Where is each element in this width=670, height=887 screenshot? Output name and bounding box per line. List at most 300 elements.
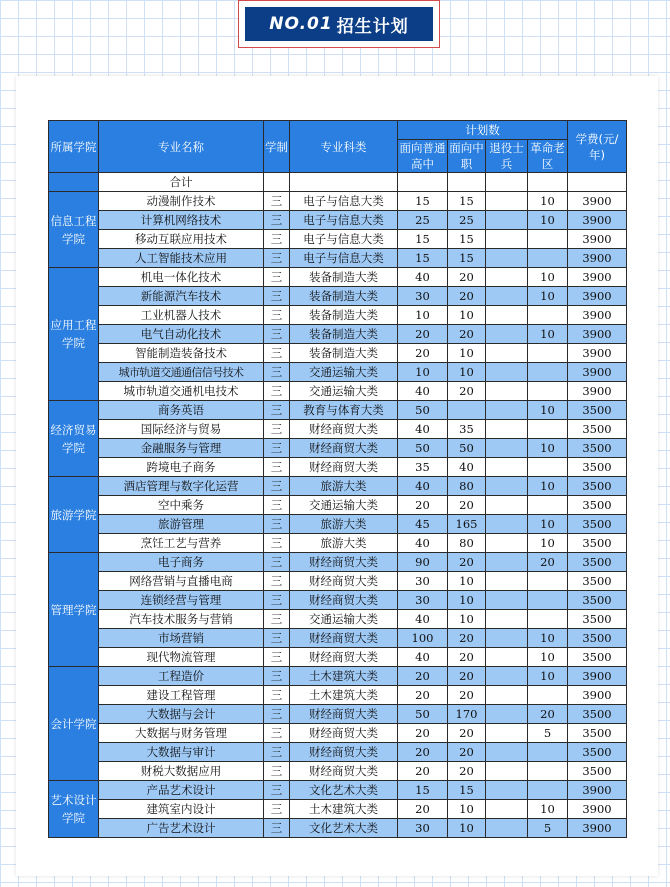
college-name-cell: 会计学院 bbox=[49, 667, 99, 781]
plan-old-revolutionary-cell: 5 bbox=[528, 819, 568, 838]
table-row bbox=[49, 344, 627, 363]
fee-cell: 3900 bbox=[568, 325, 627, 344]
title-frame bbox=[238, 0, 440, 48]
major-cell: 大数据与审计 bbox=[99, 743, 264, 762]
plan-highschool-cell: 20 bbox=[398, 800, 448, 819]
header-category: 专业科类 bbox=[290, 121, 398, 173]
plan-highschool-cell: 50 bbox=[398, 439, 448, 458]
category-cell: 教育与体育大类 bbox=[290, 401, 398, 420]
plan-old-revolutionary-cell bbox=[528, 781, 568, 800]
years-cell: 三 bbox=[264, 534, 290, 553]
plan-veterans-cell bbox=[486, 306, 528, 325]
fee-cell: 3900 bbox=[568, 686, 627, 705]
plan-highschool-cell: 100 bbox=[398, 629, 448, 648]
major-cell: 电子商务 bbox=[99, 553, 264, 572]
table-row bbox=[49, 781, 627, 800]
fee-cell: 3500 bbox=[568, 648, 627, 667]
plan-old-revolutionary-cell: 10 bbox=[528, 648, 568, 667]
plan-vocational-cell: 20 bbox=[448, 648, 486, 667]
plan-highschool-cell: 10 bbox=[398, 363, 448, 382]
plan-vocational-cell: 10 bbox=[448, 610, 486, 629]
category-cell: 装备制造大类 bbox=[290, 344, 398, 363]
plan-veterans-cell bbox=[486, 230, 528, 249]
major-cell: 广告艺术设计 bbox=[99, 819, 264, 838]
plan-veterans-cell bbox=[486, 496, 528, 515]
fee-cell: 3500 bbox=[568, 515, 627, 534]
total-empty-cell bbox=[398, 173, 448, 192]
category-cell: 文化艺术大类 bbox=[290, 781, 398, 800]
years-cell: 三 bbox=[264, 686, 290, 705]
total-college-cell bbox=[49, 173, 99, 192]
fee-cell: 3500 bbox=[568, 591, 627, 610]
years-cell: 三 bbox=[264, 496, 290, 515]
major-cell: 空中乘务 bbox=[99, 496, 264, 515]
years-cell: 三 bbox=[264, 306, 290, 325]
years-cell: 三 bbox=[264, 800, 290, 819]
category-cell: 财经商贸大类 bbox=[290, 705, 398, 724]
table-row bbox=[49, 610, 627, 629]
fee-cell: 3500 bbox=[568, 572, 627, 591]
plan-veterans-cell bbox=[486, 401, 528, 420]
years-cell: 三 bbox=[264, 591, 290, 610]
college-name-cell: 应用工程学院 bbox=[49, 268, 99, 401]
major-cell: 连锁经营与管理 bbox=[99, 591, 264, 610]
plan-vocational-cell: 15 bbox=[448, 249, 486, 268]
plan-veterans-cell bbox=[486, 781, 528, 800]
major-cell: 新能源汽车技术 bbox=[99, 287, 264, 306]
plan-highschool-cell: 15 bbox=[398, 192, 448, 211]
plan-vocational-cell: 25 bbox=[448, 211, 486, 230]
category-cell: 财经商贸大类 bbox=[290, 724, 398, 743]
table-row bbox=[49, 762, 627, 781]
plan-highschool-cell: 20 bbox=[398, 496, 448, 515]
years-cell: 三 bbox=[264, 249, 290, 268]
plan-veterans-cell bbox=[486, 762, 528, 781]
category-cell: 交通运输大类 bbox=[290, 363, 398, 382]
plan-vocational-cell: 20 bbox=[448, 743, 486, 762]
plan-vocational-cell: 20 bbox=[448, 667, 486, 686]
fee-cell: 3500 bbox=[568, 477, 627, 496]
plan-veterans-cell bbox=[486, 667, 528, 686]
category-cell: 电子与信息大类 bbox=[290, 192, 398, 211]
plan-vocational-cell: 50 bbox=[448, 439, 486, 458]
major-cell: 国际经济与贸易 bbox=[99, 420, 264, 439]
category-cell: 财经商贸大类 bbox=[290, 629, 398, 648]
fee-cell: 3900 bbox=[568, 344, 627, 363]
plan-old-revolutionary-cell bbox=[528, 306, 568, 325]
years-cell: 三 bbox=[264, 420, 290, 439]
table-row bbox=[49, 477, 627, 496]
fee-cell: 3900 bbox=[568, 306, 627, 325]
category-cell: 装备制造大类 bbox=[290, 325, 398, 344]
plan-vocational-cell: 15 bbox=[448, 192, 486, 211]
fee-cell: 3900 bbox=[568, 382, 627, 401]
table-row bbox=[49, 401, 627, 420]
plan-vocational-cell: 20 bbox=[448, 629, 486, 648]
plan-highschool-cell: 20 bbox=[398, 724, 448, 743]
page-title bbox=[245, 7, 433, 41]
plan-veterans-cell bbox=[486, 325, 528, 344]
table-row bbox=[49, 249, 627, 268]
major-cell: 智能制造装备技术 bbox=[99, 344, 264, 363]
fee-cell: 3900 bbox=[568, 192, 627, 211]
plan-vocational-cell: 10 bbox=[448, 363, 486, 382]
plan-highschool-cell: 30 bbox=[398, 819, 448, 838]
category-cell: 交通运输大类 bbox=[290, 610, 398, 629]
years-cell: 三 bbox=[264, 724, 290, 743]
years-cell: 三 bbox=[264, 553, 290, 572]
fee-cell: 3500 bbox=[568, 401, 627, 420]
plan-highschool-cell: 40 bbox=[398, 268, 448, 287]
plan-vocational-cell: 20 bbox=[448, 762, 486, 781]
plan-highschool-cell: 50 bbox=[398, 401, 448, 420]
major-cell: 跨境电子商务 bbox=[99, 458, 264, 477]
plan-vocational-cell: 10 bbox=[448, 344, 486, 363]
years-cell: 三 bbox=[264, 458, 290, 477]
major-cell: 网络营销与直播电商 bbox=[99, 572, 264, 591]
college-name-cell: 艺术设计学院 bbox=[49, 781, 99, 838]
fee-cell: 3900 bbox=[568, 363, 627, 382]
plan-old-revolutionary-cell bbox=[528, 591, 568, 610]
table-row bbox=[49, 705, 627, 724]
plan-vocational-cell: 20 bbox=[448, 268, 486, 287]
years-cell: 三 bbox=[264, 762, 290, 781]
total-label: 合计 bbox=[99, 173, 264, 192]
total-empty-cell bbox=[264, 173, 290, 192]
table-row bbox=[49, 192, 627, 211]
fee-cell: 3900 bbox=[568, 249, 627, 268]
plan-old-revolutionary-cell: 10 bbox=[528, 192, 568, 211]
fee-cell: 3900 bbox=[568, 800, 627, 819]
college-name-cell: 旅游学院 bbox=[49, 477, 99, 553]
fee-cell: 3500 bbox=[568, 534, 627, 553]
plan-veterans-cell bbox=[486, 591, 528, 610]
plan-veterans-cell bbox=[486, 458, 528, 477]
years-cell: 三 bbox=[264, 363, 290, 382]
plan-old-revolutionary-cell: 10 bbox=[528, 325, 568, 344]
table-row bbox=[49, 325, 627, 344]
table-row bbox=[49, 800, 627, 819]
major-cell: 金融服务与管理 bbox=[99, 439, 264, 458]
table-row bbox=[49, 629, 627, 648]
fee-cell: 3500 bbox=[568, 724, 627, 743]
plan-highschool-cell: 40 bbox=[398, 648, 448, 667]
major-cell: 建设工程管理 bbox=[99, 686, 264, 705]
category-cell: 交通运输大类 bbox=[290, 382, 398, 401]
plan-veterans-cell bbox=[486, 211, 528, 230]
plan-veterans-cell bbox=[486, 420, 528, 439]
major-cell: 现代物流管理 bbox=[99, 648, 264, 667]
table-row bbox=[49, 382, 627, 401]
plan-vocational-cell: 40 bbox=[448, 458, 486, 477]
table-row bbox=[49, 230, 627, 249]
plan-vocational-cell: 80 bbox=[448, 534, 486, 553]
plan-highschool-cell: 30 bbox=[398, 591, 448, 610]
title-number: NO.01 bbox=[269, 14, 333, 34]
college-name-cell: 管理学院 bbox=[49, 553, 99, 667]
plan-veterans-cell bbox=[486, 553, 528, 572]
plan-old-revolutionary-cell bbox=[528, 382, 568, 401]
table-row bbox=[49, 667, 627, 686]
years-cell: 三 bbox=[264, 819, 290, 838]
plan-old-revolutionary-cell bbox=[528, 420, 568, 439]
total-empty-cell bbox=[528, 173, 568, 192]
plan-old-revolutionary-cell: 10 bbox=[528, 287, 568, 306]
years-cell: 三 bbox=[264, 648, 290, 667]
years-cell: 三 bbox=[264, 287, 290, 306]
plan-veterans-cell bbox=[486, 477, 528, 496]
plan-old-revolutionary-cell: 10 bbox=[528, 211, 568, 230]
plan-vocational-cell: 20 bbox=[448, 686, 486, 705]
plan-vocational-cell: 10 bbox=[448, 819, 486, 838]
plan-vocational-cell: 20 bbox=[448, 287, 486, 306]
years-cell: 三 bbox=[264, 629, 290, 648]
plan-veterans-cell bbox=[486, 629, 528, 648]
plan-veterans-cell bbox=[486, 724, 528, 743]
category-cell: 装备制造大类 bbox=[290, 287, 398, 306]
plan-vocational-cell bbox=[448, 401, 486, 420]
major-cell: 计算机网络技术 bbox=[99, 211, 264, 230]
fee-cell: 3500 bbox=[568, 553, 627, 572]
category-cell: 财经商贸大类 bbox=[290, 762, 398, 781]
plan-veterans-cell bbox=[486, 344, 528, 363]
years-cell: 三 bbox=[264, 192, 290, 211]
table-row bbox=[49, 724, 627, 743]
plan-highschool-cell: 35 bbox=[398, 458, 448, 477]
plan-highschool-cell: 15 bbox=[398, 230, 448, 249]
category-cell: 旅游大类 bbox=[290, 534, 398, 553]
table-row bbox=[49, 496, 627, 515]
major-cell: 烹饪工艺与营养 bbox=[99, 534, 264, 553]
fee-cell: 3900 bbox=[568, 211, 627, 230]
plan-old-revolutionary-cell: 10 bbox=[528, 800, 568, 819]
table-row bbox=[49, 287, 627, 306]
plan-highschool-cell: 20 bbox=[398, 344, 448, 363]
category-cell: 旅游大类 bbox=[290, 515, 398, 534]
plan-highschool-cell: 25 bbox=[398, 211, 448, 230]
major-cell: 工业机器人技术 bbox=[99, 306, 264, 325]
plan-highschool-cell: 40 bbox=[398, 477, 448, 496]
years-cell: 三 bbox=[264, 477, 290, 496]
plan-vocational-cell: 165 bbox=[448, 515, 486, 534]
major-cell: 商务英语 bbox=[99, 401, 264, 420]
plan-vocational-cell: 10 bbox=[448, 572, 486, 591]
table-row bbox=[49, 591, 627, 610]
years-cell: 三 bbox=[264, 382, 290, 401]
years-cell: 三 bbox=[264, 705, 290, 724]
plan-veterans-cell bbox=[486, 686, 528, 705]
plan-old-revolutionary-cell bbox=[528, 686, 568, 705]
years-cell: 三 bbox=[264, 610, 290, 629]
header-plan: 计划数 bbox=[398, 121, 568, 140]
fee-cell: 3500 bbox=[568, 458, 627, 477]
fee-cell: 3500 bbox=[568, 629, 627, 648]
plan-vocational-cell: 10 bbox=[448, 800, 486, 819]
fee-cell: 3900 bbox=[568, 819, 627, 838]
plan-veterans-cell bbox=[486, 515, 528, 534]
fee-cell: 3900 bbox=[568, 287, 627, 306]
plan-vocational-cell: 20 bbox=[448, 325, 486, 344]
plan-vocational-cell: 15 bbox=[448, 781, 486, 800]
table-row bbox=[49, 439, 627, 458]
plan-old-revolutionary-cell bbox=[528, 762, 568, 781]
category-cell: 电子与信息大类 bbox=[290, 230, 398, 249]
table-row bbox=[49, 458, 627, 477]
years-cell: 三 bbox=[264, 230, 290, 249]
major-cell: 城市轨道交通通信信号技术 bbox=[99, 363, 264, 382]
plan-vocational-cell: 15 bbox=[448, 230, 486, 249]
plan-highschool-cell: 20 bbox=[398, 743, 448, 762]
plan-old-revolutionary-cell: 20 bbox=[528, 553, 568, 572]
category-cell: 财经商贸大类 bbox=[290, 458, 398, 477]
college-name-cell: 经济贸易学院 bbox=[49, 401, 99, 477]
plan-veterans-cell bbox=[486, 439, 528, 458]
category-cell: 财经商贸大类 bbox=[290, 572, 398, 591]
plan-veterans-cell bbox=[486, 382, 528, 401]
table-row bbox=[49, 534, 627, 553]
years-cell: 三 bbox=[264, 515, 290, 534]
years-cell: 三 bbox=[264, 743, 290, 762]
plan-old-revolutionary-cell: 10 bbox=[528, 667, 568, 686]
header-plan-vocational: 面向中职 bbox=[449, 141, 484, 171]
plan-vocational-cell: 20 bbox=[448, 553, 486, 572]
plan-highschool-cell: 40 bbox=[398, 610, 448, 629]
header-plan-old-revolutionary: 革命老区 bbox=[528, 140, 568, 173]
category-cell: 交通运输大类 bbox=[290, 496, 398, 515]
category-cell: 土木建筑大类 bbox=[290, 667, 398, 686]
plan-highschool-cell: 40 bbox=[398, 534, 448, 553]
plan-vocational-cell: 20 bbox=[448, 382, 486, 401]
major-cell: 动漫制作技术 bbox=[99, 192, 264, 211]
major-cell: 建筑室内设计 bbox=[99, 800, 264, 819]
total-empty-cell bbox=[486, 173, 528, 192]
plan-vocational-cell: 80 bbox=[448, 477, 486, 496]
total-empty-cell bbox=[568, 173, 627, 192]
category-cell: 财经商贸大类 bbox=[290, 420, 398, 439]
fee-cell: 3500 bbox=[568, 762, 627, 781]
plan-old-revolutionary-cell bbox=[528, 249, 568, 268]
category-cell: 土木建筑大类 bbox=[290, 686, 398, 705]
plan-highschool-cell: 15 bbox=[398, 249, 448, 268]
plan-old-revolutionary-cell bbox=[528, 344, 568, 363]
header-plan-veterans: 退役士兵 bbox=[486, 140, 528, 173]
fee-cell: 3500 bbox=[568, 439, 627, 458]
plan-veterans-cell bbox=[486, 572, 528, 591]
total-row bbox=[49, 173, 627, 192]
plan-veterans-cell bbox=[486, 268, 528, 287]
plan-highschool-cell: 30 bbox=[398, 572, 448, 591]
table-row bbox=[49, 363, 627, 382]
category-cell: 财经商贸大类 bbox=[290, 648, 398, 667]
major-cell: 财税大数据应用 bbox=[99, 762, 264, 781]
plan-old-revolutionary-cell: 10 bbox=[528, 439, 568, 458]
fee-cell: 3500 bbox=[568, 705, 627, 724]
major-cell: 市场营销 bbox=[99, 629, 264, 648]
plan-old-revolutionary-cell bbox=[528, 496, 568, 515]
years-cell: 三 bbox=[264, 344, 290, 363]
years-cell: 三 bbox=[264, 439, 290, 458]
plan-veterans-cell bbox=[486, 287, 528, 306]
category-cell: 文化艺术大类 bbox=[290, 819, 398, 838]
category-cell: 财经商贸大类 bbox=[290, 553, 398, 572]
plan-veterans-cell bbox=[486, 610, 528, 629]
fee-cell: 3900 bbox=[568, 230, 627, 249]
plan-old-revolutionary-cell: 10 bbox=[528, 268, 568, 287]
plan-vocational-cell: 20 bbox=[448, 724, 486, 743]
plan-highschool-cell: 50 bbox=[398, 705, 448, 724]
table-row bbox=[49, 572, 627, 591]
table-row bbox=[49, 515, 627, 534]
table-row bbox=[49, 553, 627, 572]
plan-vocational-cell: 10 bbox=[448, 591, 486, 610]
plan-veterans-cell bbox=[486, 819, 528, 838]
paper-sheet bbox=[16, 76, 658, 876]
years-cell: 三 bbox=[264, 325, 290, 344]
fee-cell: 3500 bbox=[568, 496, 627, 515]
table-row bbox=[49, 819, 627, 838]
header-college: 所属学院 bbox=[49, 121, 99, 173]
major-cell: 汽车技术服务与营销 bbox=[99, 610, 264, 629]
plan-old-revolutionary-cell bbox=[528, 458, 568, 477]
header-years: 学制 bbox=[264, 121, 290, 173]
header-plan-highschool: 面向普通高中 bbox=[399, 141, 446, 171]
fee-cell: 3500 bbox=[568, 743, 627, 762]
table-row bbox=[49, 211, 627, 230]
major-cell: 工程造价 bbox=[99, 667, 264, 686]
plan-highschool-cell: 20 bbox=[398, 667, 448, 686]
plan-veterans-cell bbox=[486, 363, 528, 382]
plan-vocational-cell: 35 bbox=[448, 420, 486, 439]
category-cell: 财经商贸大类 bbox=[290, 743, 398, 762]
plan-old-revolutionary-cell: 10 bbox=[528, 515, 568, 534]
plan-veterans-cell bbox=[486, 534, 528, 553]
plan-veterans-cell bbox=[486, 648, 528, 667]
plan-old-revolutionary-cell: 10 bbox=[528, 477, 568, 496]
table-row bbox=[49, 420, 627, 439]
years-cell: 三 bbox=[264, 781, 290, 800]
major-cell: 酒店管理与数字化运营 bbox=[99, 477, 264, 496]
fee-cell: 3500 bbox=[568, 420, 627, 439]
major-cell: 人工智能技术应用 bbox=[99, 249, 264, 268]
plan-highschool-cell: 20 bbox=[398, 762, 448, 781]
category-cell: 土木建筑大类 bbox=[290, 800, 398, 819]
years-cell: 三 bbox=[264, 401, 290, 420]
plan-vocational-cell: 20 bbox=[448, 496, 486, 515]
header-row-1 bbox=[49, 121, 627, 140]
total-empty-cell bbox=[290, 173, 398, 192]
category-cell: 装备制造大类 bbox=[290, 268, 398, 287]
plan-highschool-cell: 90 bbox=[398, 553, 448, 572]
table-row bbox=[49, 306, 627, 325]
plan-highschool-cell: 45 bbox=[398, 515, 448, 534]
fee-cell: 3500 bbox=[568, 610, 627, 629]
category-cell: 旅游大类 bbox=[290, 477, 398, 496]
table-row bbox=[49, 268, 627, 287]
major-cell: 产品艺术设计 bbox=[99, 781, 264, 800]
years-cell: 三 bbox=[264, 211, 290, 230]
category-cell: 电子与信息大类 bbox=[290, 211, 398, 230]
plan-highschool-cell: 40 bbox=[398, 382, 448, 401]
title-text: 招生计划 bbox=[336, 16, 409, 37]
fee-cell: 3900 bbox=[568, 667, 627, 686]
plan-old-revolutionary-cell bbox=[528, 230, 568, 249]
major-cell: 移动互联应用技术 bbox=[99, 230, 264, 249]
category-cell: 财经商贸大类 bbox=[290, 591, 398, 610]
plan-old-revolutionary-cell bbox=[528, 743, 568, 762]
plan-highschool-cell: 40 bbox=[398, 420, 448, 439]
major-cell: 旅游管理 bbox=[99, 515, 264, 534]
header-fee: 学费(元/年) bbox=[568, 121, 627, 173]
